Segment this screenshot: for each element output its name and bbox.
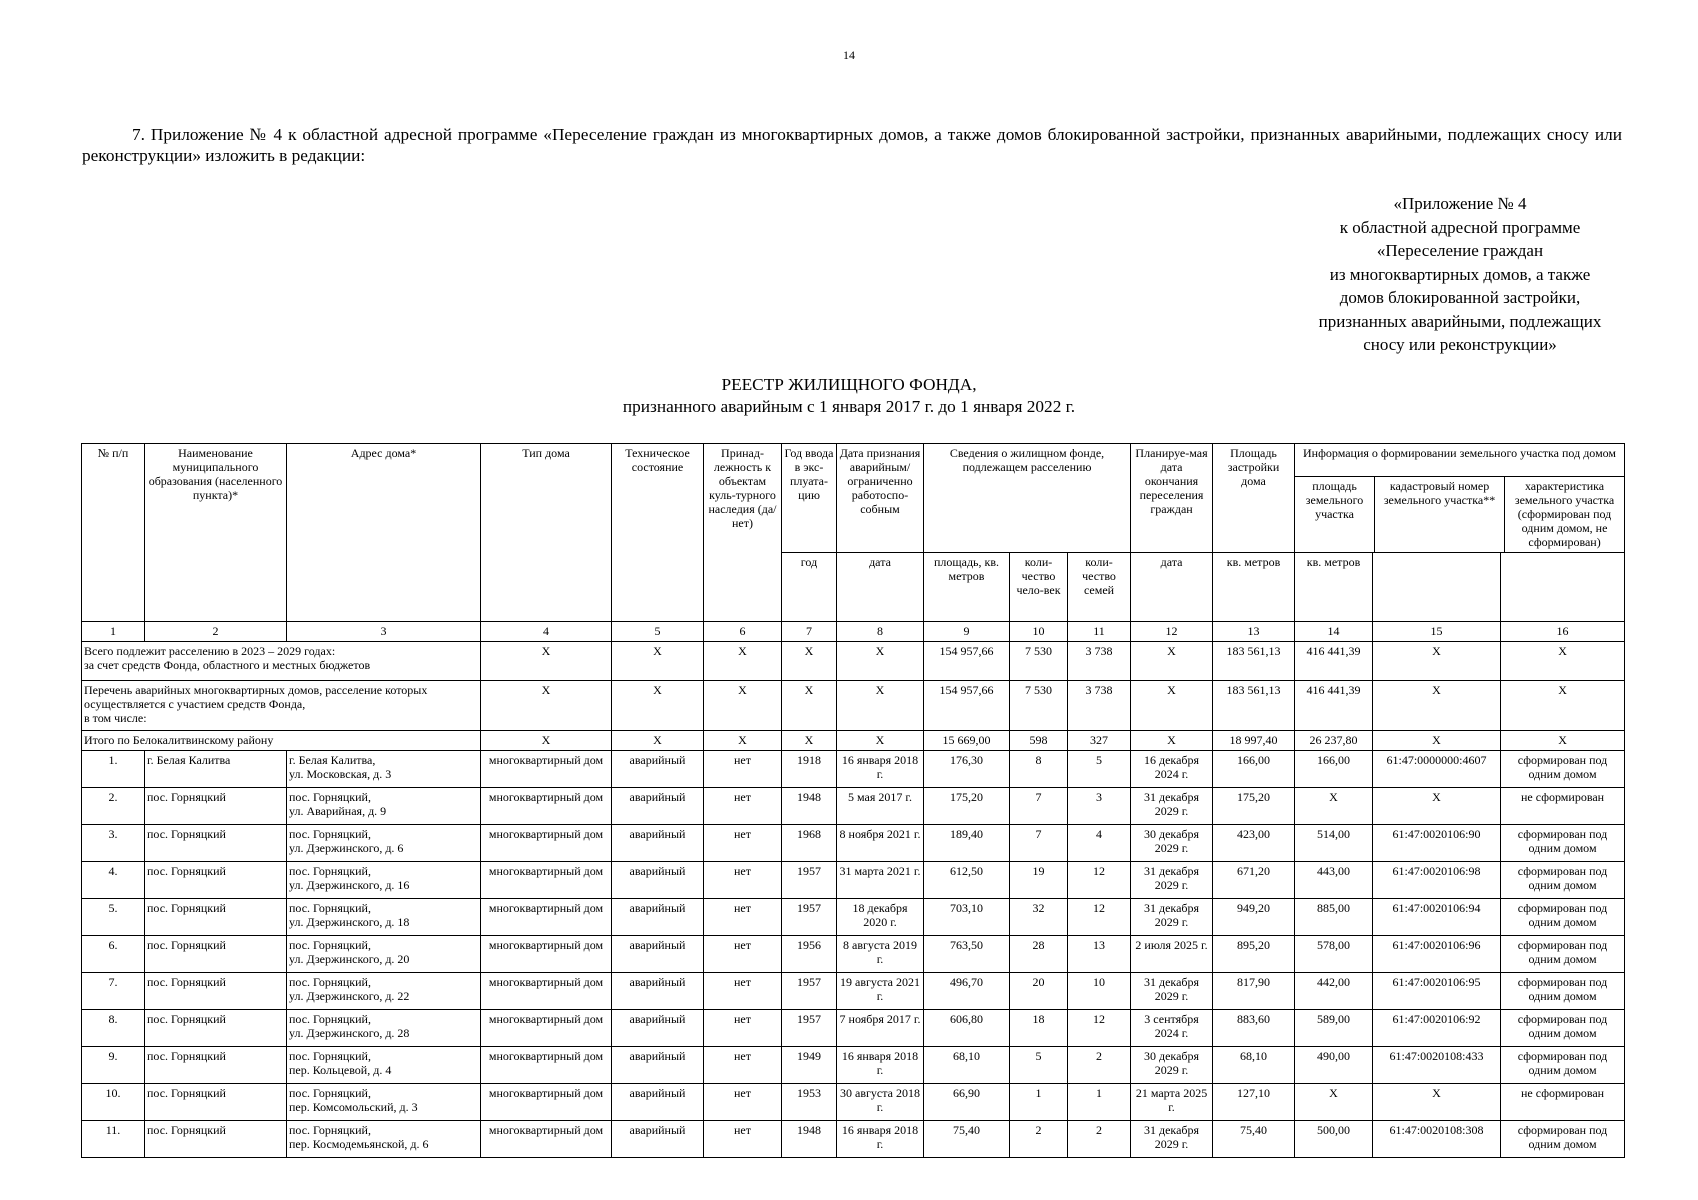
summary-planned-date: Х (1131, 642, 1213, 681)
cell-area: 703,10 (924, 899, 1010, 936)
cell-address: пос. Горняцкий, пер. Космодемьянской, д. 6 (287, 1121, 481, 1158)
summary-technical-state: Х (612, 642, 704, 681)
cell-land-characteristic: сформирован под одним домом (1501, 862, 1625, 899)
header-cell-housing-info: Сведения о жилищном фонде, подлежащем расселению (924, 444, 1131, 553)
summary-cadastre: Х (1373, 731, 1501, 751)
cell-technical-state: аварийный (612, 899, 704, 936)
summary-land-area: 416 441,39 (1295, 642, 1373, 681)
cell-row-number: 7. (82, 973, 145, 1010)
cell-technical-state: аварийный (612, 788, 704, 825)
summary-heritage: Х (704, 681, 782, 731)
cell-emergency-date: 30 августа 2018 г. (837, 1084, 924, 1121)
cell-planned-date: 16 декабря 2024 г. (1131, 751, 1213, 788)
intro-paragraph: 7. Приложение № 4 к областной адресной программе «Переселение граждан из многоквартирных домов, а также домов блокированной застройки, признанных аварийными, подлежащих сносу или реконструкции» изложить в редакции: (82, 125, 1622, 165)
cell-area: 75,40 (924, 1121, 1010, 1158)
cell-area: 496,70 (924, 973, 1010, 1010)
cell-house-type: многоквартирный дом (481, 788, 612, 825)
cell-area: 66,90 (924, 1084, 1010, 1121)
cell-house-type: многоквартирный дом (481, 899, 612, 936)
cell-planned-date: 31 декабря 2029 г. (1131, 899, 1213, 936)
cell-municipality: пос. Горняцкий (145, 1047, 287, 1084)
cell-land-area: 490,00 (1295, 1047, 1373, 1084)
cell-building-area: 671,20 (1213, 862, 1295, 899)
summary-people: 7 530 (1010, 642, 1068, 681)
cell-people: 28 (1010, 936, 1068, 973)
cell-planned-date: 21 марта 2025 г. (1131, 1084, 1213, 1121)
cell-emergency-date: 16 января 2018 г. (837, 751, 924, 788)
cell-land-characteristic: сформирован под одним домом (1501, 936, 1625, 973)
summary-house-type: Х (481, 681, 612, 731)
cell-land-characteristic: сформирован под одним домом (1501, 1121, 1625, 1158)
cell-land-area: 166,00 (1295, 751, 1373, 788)
cell-families: 2 (1068, 1047, 1131, 1084)
cell-emergency-date: 19 августа 2021 г. (837, 973, 924, 1010)
cell-address: пос. Горняцкий, ул. Дзержинского, д. 22 (287, 973, 481, 1010)
cell-heritage: нет (704, 1121, 782, 1158)
cell-families: 12 (1068, 1010, 1131, 1047)
cell-year: 1957 (782, 862, 837, 899)
cell-planned-date: 30 декабря 2029 г. (1131, 1047, 1213, 1084)
cell-municipality: пос. Горняцкий (145, 1010, 287, 1047)
summary-people: 7 530 (1010, 681, 1068, 731)
header-land-subcols (1295, 477, 1624, 552)
table-row (82, 1047, 1625, 1084)
cell-people: 18 (1010, 1010, 1068, 1047)
cell-year: 1948 (782, 1121, 837, 1158)
cell-land-characteristic: сформирован под одним домом (1501, 1047, 1625, 1084)
appendix-line: домов блокированной застройки, (1339, 288, 1581, 307)
cell-people: 19 (1010, 862, 1068, 899)
cell-municipality: пос. Горняцкий (145, 899, 287, 936)
column-number: 5 (612, 622, 704, 642)
subheader-year: год (782, 553, 837, 622)
header-cadastre: кадастровый номер земельного участка** (1375, 477, 1505, 552)
summary-year: Х (782, 731, 837, 751)
cell-heritage: нет (704, 899, 782, 936)
cell-house-type: многоквартирный дом (481, 1047, 612, 1084)
summary-building-area: 18 997,40 (1213, 731, 1295, 751)
cell-land-characteristic: сформирован под одним домом (1501, 825, 1625, 862)
cell-people: 8 (1010, 751, 1068, 788)
cell-row-number: 2. (82, 788, 145, 825)
header-cell-emergency-date: Дата признания аварийным/ ограниченно работоспо-собным (837, 444, 924, 553)
cell-area: 175,20 (924, 788, 1010, 825)
column-number: 13 (1213, 622, 1295, 642)
cell-address: пос. Горняцкий, ул. Дзержинского, д. 6 (287, 825, 481, 862)
cell-people: 1 (1010, 1084, 1068, 1121)
cell-land-area: Х (1295, 788, 1373, 825)
header-cell-heritage: Принад-лежность к объектам куль-турного наследия (да/нет) (704, 444, 782, 622)
cell-house-type: многоквартирный дом (481, 1121, 612, 1158)
cell-year: 1949 (782, 1047, 837, 1084)
cell-technical-state: аварийный (612, 825, 704, 862)
header-cell-year: Год ввода в экс-плуата-цию (782, 444, 837, 553)
table-row (82, 899, 1625, 936)
header-cell-technical-state: Техническое состояние (612, 444, 704, 622)
cell-people: 2 (1010, 1121, 1068, 1158)
cell-planned-date: 2 июля 2025 г. (1131, 936, 1213, 973)
summary-area: 154 957,66 (924, 681, 1010, 731)
header-cell-house-type: Тип дома (481, 444, 612, 622)
column-number: 1 (82, 622, 145, 642)
header-land-info-title: Информация о формировании земельного участка под домом (1295, 444, 1624, 477)
cell-families: 3 (1068, 788, 1131, 825)
cell-planned-date: 31 декабря 2029 г. (1131, 1121, 1213, 1158)
cell-land-area: 589,00 (1295, 1010, 1373, 1047)
cell-year: 1956 (782, 936, 837, 973)
summary-families: 3 738 (1068, 681, 1131, 731)
table-row (82, 936, 1625, 973)
cell-building-area: 817,90 (1213, 973, 1295, 1010)
cell-technical-state: аварийный (612, 936, 704, 973)
cell-emergency-date: 8 августа 2019 г. (837, 936, 924, 973)
cell-building-area: 75,40 (1213, 1121, 1295, 1158)
cell-heritage: нет (704, 825, 782, 862)
appendix-line: «Приложение № 4 (1393, 194, 1527, 213)
cell-technical-state: аварийный (612, 1010, 704, 1047)
cell-land-area: 442,00 (1295, 973, 1373, 1010)
cell-area: 612,50 (924, 862, 1010, 899)
cell-address: пос. Горняцкий, пер. Кольцевой, д. 4 (287, 1047, 481, 1084)
cell-families: 2 (1068, 1121, 1131, 1158)
cell-cadastre: 61:47:0000000:4607 (1373, 751, 1501, 788)
cell-heritage: нет (704, 936, 782, 973)
table-row (82, 862, 1625, 899)
cell-municipality: пос. Горняцкий (145, 973, 287, 1010)
appendix-line: «Переселение граждан (1376, 241, 1544, 260)
cell-building-area: 883,60 (1213, 1010, 1295, 1047)
cell-emergency-date: 7 ноября 2017 г. (837, 1010, 924, 1047)
cell-land-characteristic: сформирован под одним домом (1501, 973, 1625, 1010)
cell-planned-date: 31 декабря 2029 г. (1131, 973, 1213, 1010)
summary-people: 598 (1010, 731, 1068, 751)
summary-land-area: 26 237,80 (1295, 731, 1373, 751)
appendix-line: к областной адресной программе (1339, 217, 1581, 237)
summary-planned-date: Х (1131, 731, 1213, 751)
summary-emergency-date: Х (837, 642, 924, 681)
cell-area: 176,30 (924, 751, 1010, 788)
column-number: 7 (782, 622, 837, 642)
summary-cadastre: Х (1373, 642, 1501, 681)
cell-address: пос. Горняцкий, ул. Дзержинского, д. 20 (287, 936, 481, 973)
cell-cadastre: Х (1373, 1084, 1501, 1121)
cell-row-number: 5. (82, 899, 145, 936)
column-number: 16 (1501, 622, 1625, 642)
cell-house-type: многоквартирный дом (481, 1084, 612, 1121)
summary-families: 3 738 (1068, 642, 1131, 681)
cell-land-area: 514,00 (1295, 825, 1373, 862)
cell-heritage: нет (704, 788, 782, 825)
cell-cadastre: 61:47:0020106:96 (1373, 936, 1501, 973)
summary-technical-state: Х (612, 731, 704, 751)
subheader-date: дата (837, 553, 924, 622)
subheader-characteristic-empty (1501, 553, 1625, 622)
cell-emergency-date: 5 мая 2017 г. (837, 788, 924, 825)
summary-row (82, 681, 1625, 731)
cell-address: пос. Горняцкий, ул. Дзержинского, д. 28 (287, 1010, 481, 1047)
subheader-cadastre-empty (1373, 553, 1501, 622)
cell-technical-state: аварийный (612, 1121, 704, 1158)
cell-municipality: г. Белая Калитва (145, 751, 287, 788)
table-row (82, 751, 1625, 788)
cell-land-area: Х (1295, 1084, 1373, 1121)
column-number-row (82, 622, 1625, 642)
cell-year: 1968 (782, 825, 837, 862)
summary-heritage: Х (704, 642, 782, 681)
summary-house-type: Х (481, 642, 612, 681)
cell-municipality: пос. Горняцкий (145, 936, 287, 973)
cell-cadastre: 61:47:0020106:90 (1373, 825, 1501, 862)
registry-title-line2: признанного аварийным с 1 января 2017 г. до 1 января 2022 г. (622, 397, 1076, 416)
cell-area: 68,10 (924, 1047, 1010, 1084)
subheader-area: площадь, кв. метров (924, 553, 1010, 622)
cell-people: 7 (1010, 788, 1068, 825)
registry-title-line1: РЕЕСТР ЖИЛИЩНОГО ФОНДА, (721, 375, 977, 394)
subheader-build-area: кв. метров (1213, 553, 1295, 622)
summary-label: Перечень аварийных многоквартирных домов, расселение которых осуществляется с участием средств Фонда, в том числе: (82, 681, 481, 731)
header-cell-municipality: Наименование муниципального образования (населенного пункта)* (145, 444, 287, 622)
cell-address: г. Белая Калитва, ул. Московская, д. 3 (287, 751, 481, 788)
table-row (82, 1010, 1625, 1047)
cell-row-number: 4. (82, 862, 145, 899)
cell-land-area: 443,00 (1295, 862, 1373, 899)
cell-year: 1953 (782, 1084, 837, 1121)
cell-families: 5 (1068, 751, 1131, 788)
cell-year: 1918 (782, 751, 837, 788)
summary-building-area: 183 561,13 (1213, 642, 1295, 681)
cell-address: пос. Горняцкий, ул. Дзержинского, д. 18 (287, 899, 481, 936)
cell-house-type: многоквартирный дом (481, 862, 612, 899)
summary-land-characteristic: Х (1501, 681, 1625, 731)
cell-address: пос. Горняцкий, ул. Аварийная, д. 9 (287, 788, 481, 825)
cell-area: 606,80 (924, 1010, 1010, 1047)
cell-heritage: нет (704, 1084, 782, 1121)
cell-planned-date: 31 декабря 2029 г. (1131, 788, 1213, 825)
cell-cadastre: 61:47:0020106:94 (1373, 899, 1501, 936)
cell-building-area: 127,10 (1213, 1084, 1295, 1121)
column-number: 6 (704, 622, 782, 642)
cell-heritage: нет (704, 1010, 782, 1047)
cell-building-area: 949,20 (1213, 899, 1295, 936)
column-number: 2 (145, 622, 287, 642)
cell-year: 1957 (782, 1010, 837, 1047)
cell-building-area: 175,20 (1213, 788, 1295, 825)
cell-building-area: 166,00 (1213, 751, 1295, 788)
summary-emergency-date: Х (837, 681, 924, 731)
table-row (82, 1121, 1625, 1158)
column-number: 12 (1131, 622, 1213, 642)
cell-house-type: многоквартирный дом (481, 973, 612, 1010)
summary-label: Всего подлежит расселению в 2023 – 2029 годах: за счет средств Фонда, областного и местных бюджетов (82, 642, 481, 681)
cell-address: пос. Горняцкий, пер. Комсомольский, д. 3 (287, 1084, 481, 1121)
cell-families: 10 (1068, 973, 1131, 1010)
cell-area: 763,50 (924, 936, 1010, 973)
summary-area: 154 957,66 (924, 642, 1010, 681)
table-row (82, 1084, 1625, 1121)
table-row (82, 973, 1625, 1010)
column-number: 9 (924, 622, 1010, 642)
cell-technical-state: аварийный (612, 1084, 704, 1121)
cell-technical-state: аварийный (612, 973, 704, 1010)
cell-municipality: пос. Горняцкий (145, 788, 287, 825)
cell-cadastre: 61:47:0020108:433 (1373, 1047, 1501, 1084)
cell-building-area: 68,10 (1213, 1047, 1295, 1084)
summary-planned-date: Х (1131, 681, 1213, 731)
summary-row (82, 731, 1625, 751)
cell-building-area: 895,20 (1213, 936, 1295, 973)
cell-cadastre: 61:47:0020106:92 (1373, 1010, 1501, 1047)
cell-people: 7 (1010, 825, 1068, 862)
summary-technical-state: Х (612, 681, 704, 731)
registry-title (0, 374, 1698, 418)
cell-families: 12 (1068, 899, 1131, 936)
summary-area: 15 669,00 (924, 731, 1010, 751)
appendix-line: признанных аварийными, подлежащих (1318, 311, 1602, 331)
cell-row-number: 10. (82, 1084, 145, 1121)
cell-people: 5 (1010, 1047, 1068, 1084)
header-land-area: площадь земельного участка (1295, 477, 1375, 552)
column-number: 14 (1295, 622, 1373, 642)
cell-heritage: нет (704, 862, 782, 899)
cell-land-characteristic: не сформирован (1501, 788, 1625, 825)
cell-row-number: 11. (82, 1121, 145, 1158)
column-number: 3 (287, 622, 481, 642)
cell-land-area: 500,00 (1295, 1121, 1373, 1158)
cell-building-area: 423,00 (1213, 825, 1295, 862)
cell-people: 20 (1010, 973, 1068, 1010)
summary-families: 327 (1068, 731, 1131, 751)
cell-year: 1957 (782, 973, 837, 1010)
header-land-characteristic: характеристика земельного участка (сформирован под одним домом, не сформирован) (1514, 479, 1615, 549)
header-cell-planned-date: Планируе-мая дата окончания переселения граждан (1131, 444, 1213, 553)
registry-table (81, 443, 1625, 1158)
cell-heritage: нет (704, 973, 782, 1010)
subheader-land-area: кв. метров (1295, 553, 1373, 622)
cell-planned-date: 3 сентября 2024 г. (1131, 1010, 1213, 1047)
cell-land-characteristic: сформирован под одним домом (1501, 899, 1625, 936)
cell-families: 12 (1068, 862, 1131, 899)
cell-municipality: пос. Горняцкий (145, 1084, 287, 1121)
cell-land-characteristic: сформирован под одним домом (1501, 751, 1625, 788)
cell-land-area: 885,00 (1295, 899, 1373, 936)
summary-house-type: Х (481, 731, 612, 751)
cell-technical-state: аварийный (612, 862, 704, 899)
cell-municipality: пос. Горняцкий (145, 862, 287, 899)
cell-families: 4 (1068, 825, 1131, 862)
subheader-people: коли-чество чело-век (1010, 553, 1068, 622)
summary-heritage: Х (704, 731, 782, 751)
table-row (82, 825, 1625, 862)
table-row (82, 788, 1625, 825)
cell-row-number: 3. (82, 825, 145, 862)
cell-people: 32 (1010, 899, 1068, 936)
cell-year: 1957 (782, 899, 837, 936)
cell-cadastre: 61:47:0020106:95 (1373, 973, 1501, 1010)
summary-land-area: 416 441,39 (1295, 681, 1373, 731)
appendix-line: сносу или реконструкции» (1363, 335, 1557, 354)
cell-row-number: 1. (82, 751, 145, 788)
summary-label: Итого по Белокалитвинскому району (82, 731, 481, 751)
cell-year: 1948 (782, 788, 837, 825)
cell-heritage: нет (704, 751, 782, 788)
cell-emergency-date: 16 января 2018 г. (837, 1121, 924, 1158)
page-number: 14 (843, 48, 855, 62)
appendix-line: из многоквартирных домов, а также (1329, 264, 1591, 284)
cell-planned-date: 30 декабря 2029 г. (1131, 825, 1213, 862)
cell-families: 1 (1068, 1084, 1131, 1121)
summary-land-characteristic: Х (1501, 731, 1625, 751)
cell-cadastre: Х (1373, 788, 1501, 825)
cell-technical-state: аварийный (612, 1047, 704, 1084)
cell-cadastre: 61:47:0020106:98 (1373, 862, 1501, 899)
summary-cadastre: Х (1373, 681, 1501, 731)
cell-emergency-date: 18 декабря 2020 г. (837, 899, 924, 936)
column-number: 11 (1068, 622, 1131, 642)
cell-emergency-date: 16 января 2018 г. (837, 1047, 924, 1084)
cell-emergency-date: 8 ноября 2021 г. (837, 825, 924, 862)
summary-year: Х (782, 681, 837, 731)
cell-municipality: пос. Горняцкий (145, 825, 287, 862)
summary-building-area: 183 561,13 (1213, 681, 1295, 731)
cell-heritage: нет (704, 1047, 782, 1084)
appendix-heading (1270, 192, 1650, 357)
summary-year: Х (782, 642, 837, 681)
column-number: 15 (1373, 622, 1501, 642)
cell-row-number: 9. (82, 1047, 145, 1084)
cell-house-type: многоквартирный дом (481, 1010, 612, 1047)
column-number: 10 (1010, 622, 1068, 642)
cell-families: 13 (1068, 936, 1131, 973)
header-cell-address: Адрес дома* (287, 444, 481, 622)
column-number: 4 (481, 622, 612, 642)
header-cell-number: № п/п (82, 444, 145, 622)
header-cell-land-info (1295, 444, 1625, 553)
cell-cadastre: 61:47:0020108:308 (1373, 1121, 1501, 1158)
column-number: 8 (837, 622, 924, 642)
cell-land-characteristic: не сформирован (1501, 1084, 1625, 1121)
subheader-plan-date: дата (1131, 553, 1213, 622)
table-header-row (82, 444, 1625, 553)
cell-planned-date: 31 декабря 2029 г. (1131, 862, 1213, 899)
cell-municipality: пос. Горняцкий (145, 1121, 287, 1158)
cell-area: 189,40 (924, 825, 1010, 862)
cell-emergency-date: 31 марта 2021 г. (837, 862, 924, 899)
header-cell-building-area: Площадь застройки дома (1213, 444, 1295, 553)
summary-emergency-date: Х (837, 731, 924, 751)
cell-land-characteristic: сформирован под одним домом (1501, 1010, 1625, 1047)
summary-row (82, 642, 1625, 681)
cell-address: пос. Горняцкий, ул. Дзержинского, д. 16 (287, 862, 481, 899)
summary-land-characteristic: Х (1501, 642, 1625, 681)
cell-row-number: 6. (82, 936, 145, 973)
subheader-families: коли-чество семей (1068, 553, 1131, 622)
cell-row-number: 8. (82, 1010, 145, 1047)
cell-house-type: многоквартирный дом (481, 825, 612, 862)
cell-technical-state: аварийный (612, 751, 704, 788)
cell-house-type: многоквартирный дом (481, 751, 612, 788)
cell-house-type: многоквартирный дом (481, 936, 612, 973)
cell-land-area: 578,00 (1295, 936, 1373, 973)
